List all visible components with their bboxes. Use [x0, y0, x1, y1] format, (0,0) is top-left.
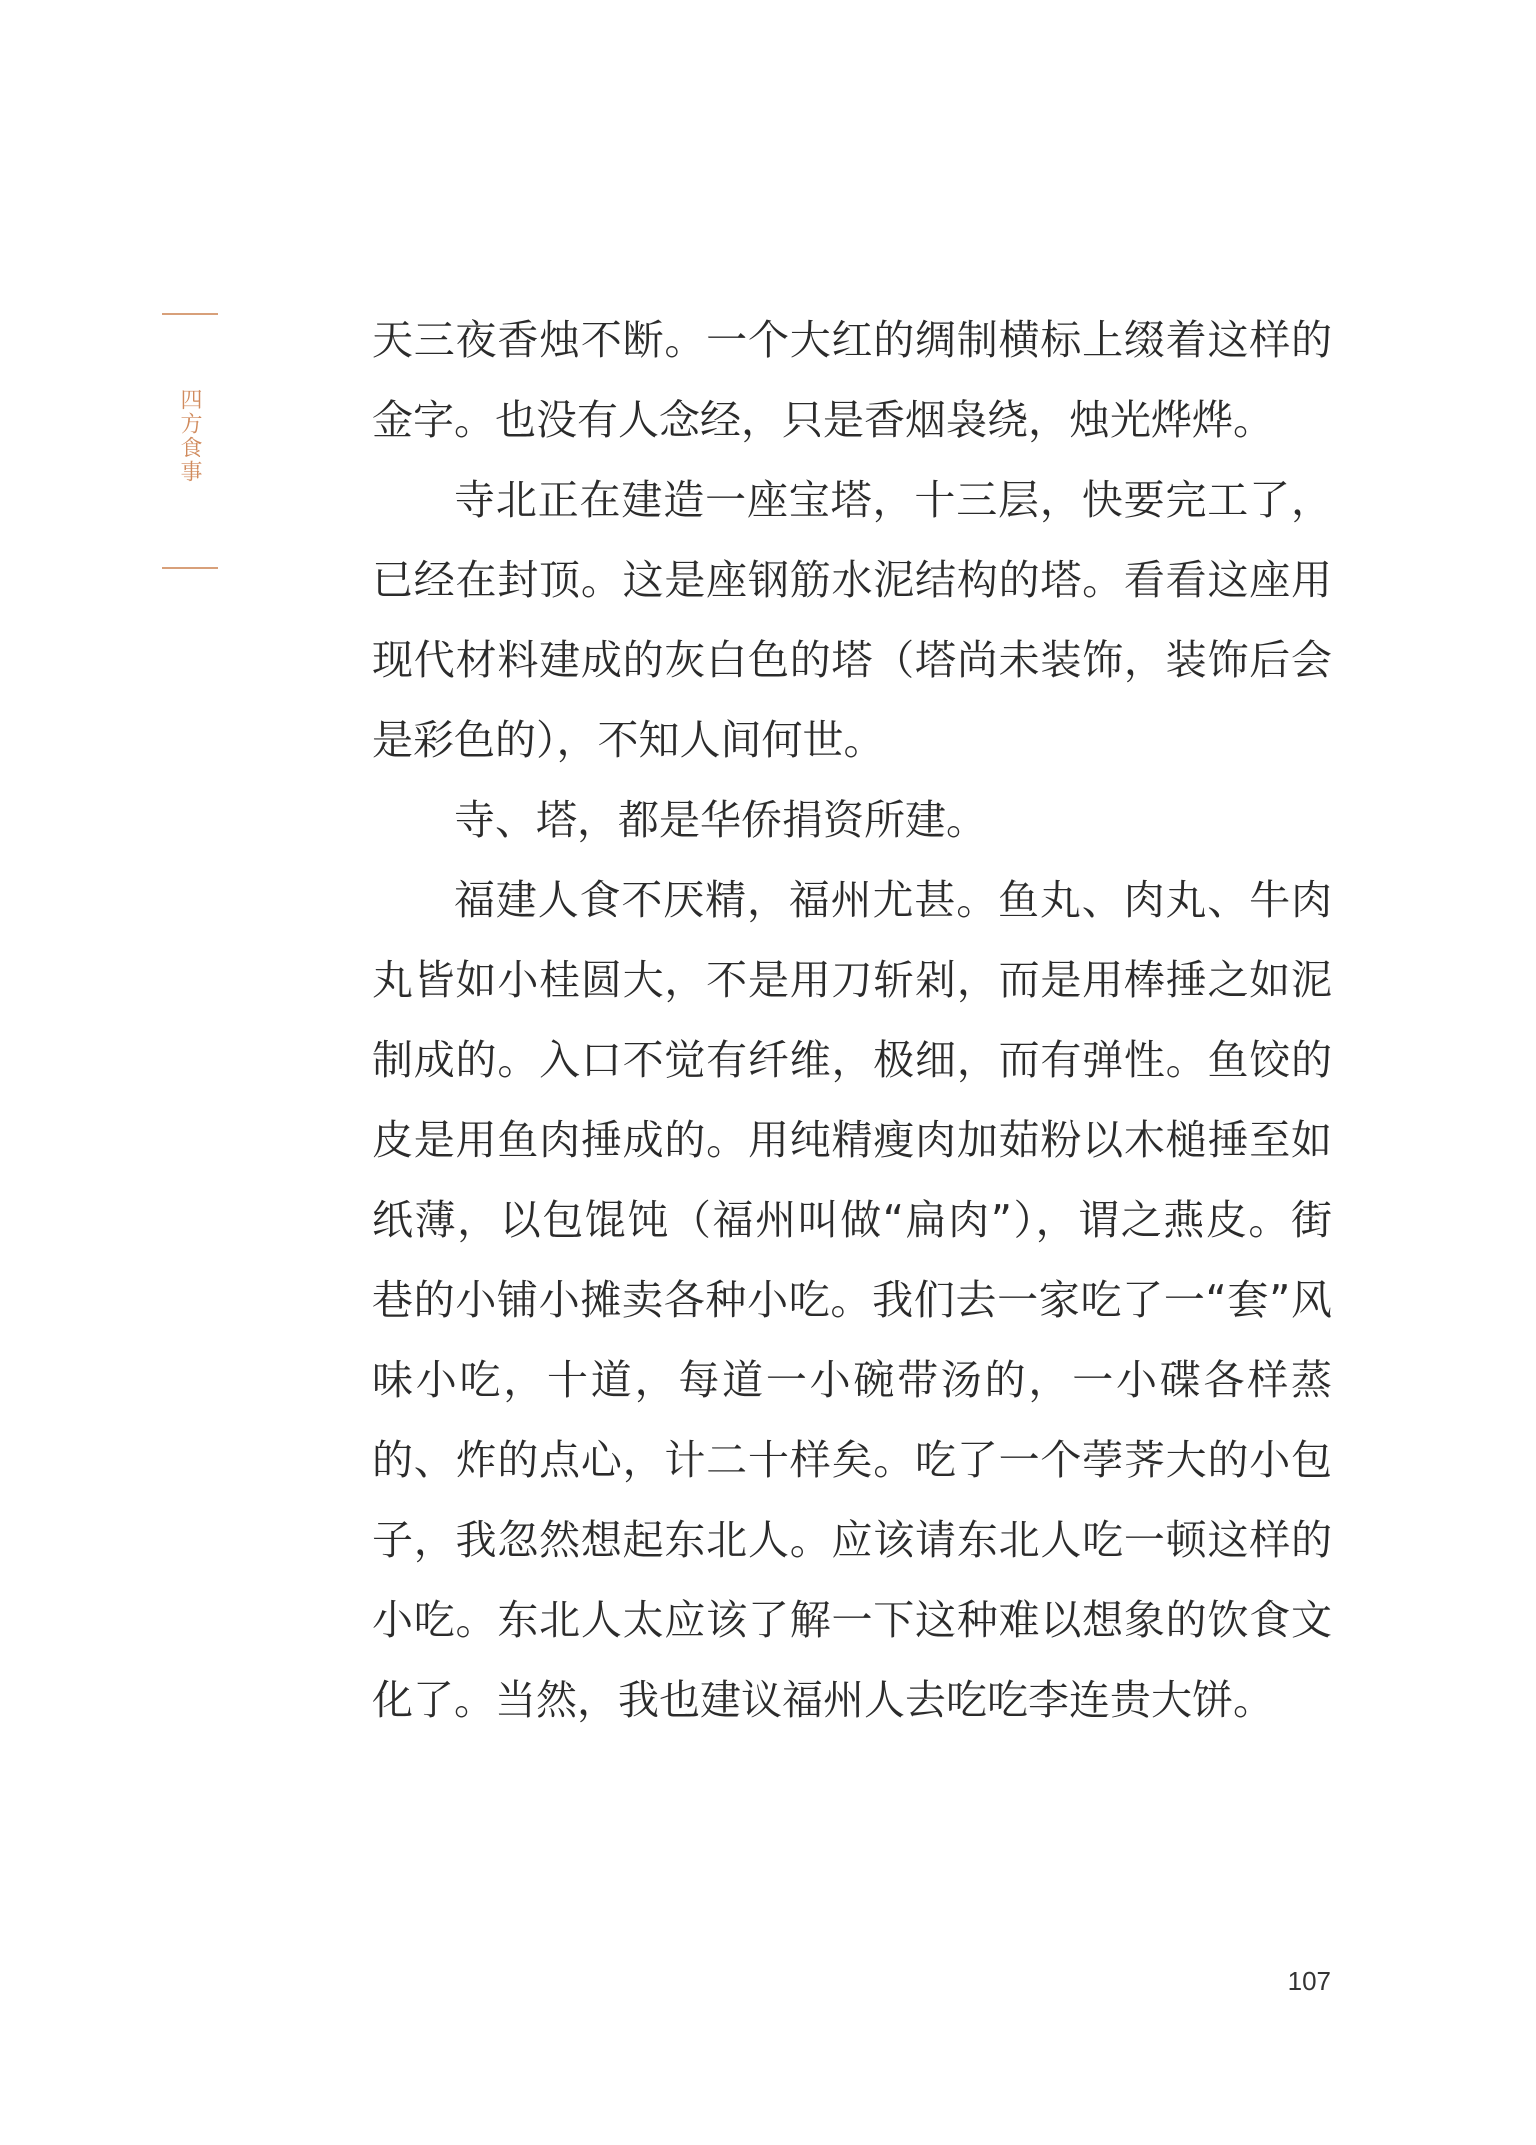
page-number: 107 [1287, 1966, 1331, 1996]
paragraph-fujian-food: 福建人食不厌精，福州尤甚。鱼丸、肉丸、牛肉丸皆如小桂圆大，不是用刀斩剁，而是用棒捶之如泥制成的。入口不觉有纤维，极细，而有弹性。鱼饺的皮是用鱼肉捶成的。用纯精瘦肉加茹粉以木槌捶至如纸薄，以包馄饨（福州叫做“扁肉”），谓之燕皮。街巷的小铺小摊卖各种小吃。我们去一家吃了一“套”风味小吃，十道，每道一小碗带汤的，一小碟各样蒸的、炸的点心，计二十样矣。吃了一个荸荠大的小包子，我忽然想起东北人。应该请东北人吃一顿这样的小吃。东北人太应该了解一下这种难以想象的饮食文化了。当然，我也建议福州人去吃吃李连贵大饼。 [372, 876, 1332, 1724]
paragraph-donation: 寺、塔，都是华侨捐资所建。 [454, 796, 987, 844]
body-text [372, 300, 1332, 1740]
running-head-bottom-rule [162, 567, 218, 569]
running-head-top-rule [162, 313, 218, 315]
paragraph-pagoda: 寺北正在建造一座宝塔，十三层，快要完工了，已经在封顶。这是座钢筋水泥结构的塔。看看这座用现代材料建成的灰白色的塔（塔尚未装饰，装饰后会是彩色的），不知人间何世。 [372, 476, 1332, 764]
running-head-title: 四方食事 [177, 388, 202, 484]
paragraph-continued: 天三夜香烛不断。一个大红的绸制横标上缀着这样的金字。也没有人念经，只是香烟袅绕，烛光烨烨。 [372, 316, 1332, 444]
